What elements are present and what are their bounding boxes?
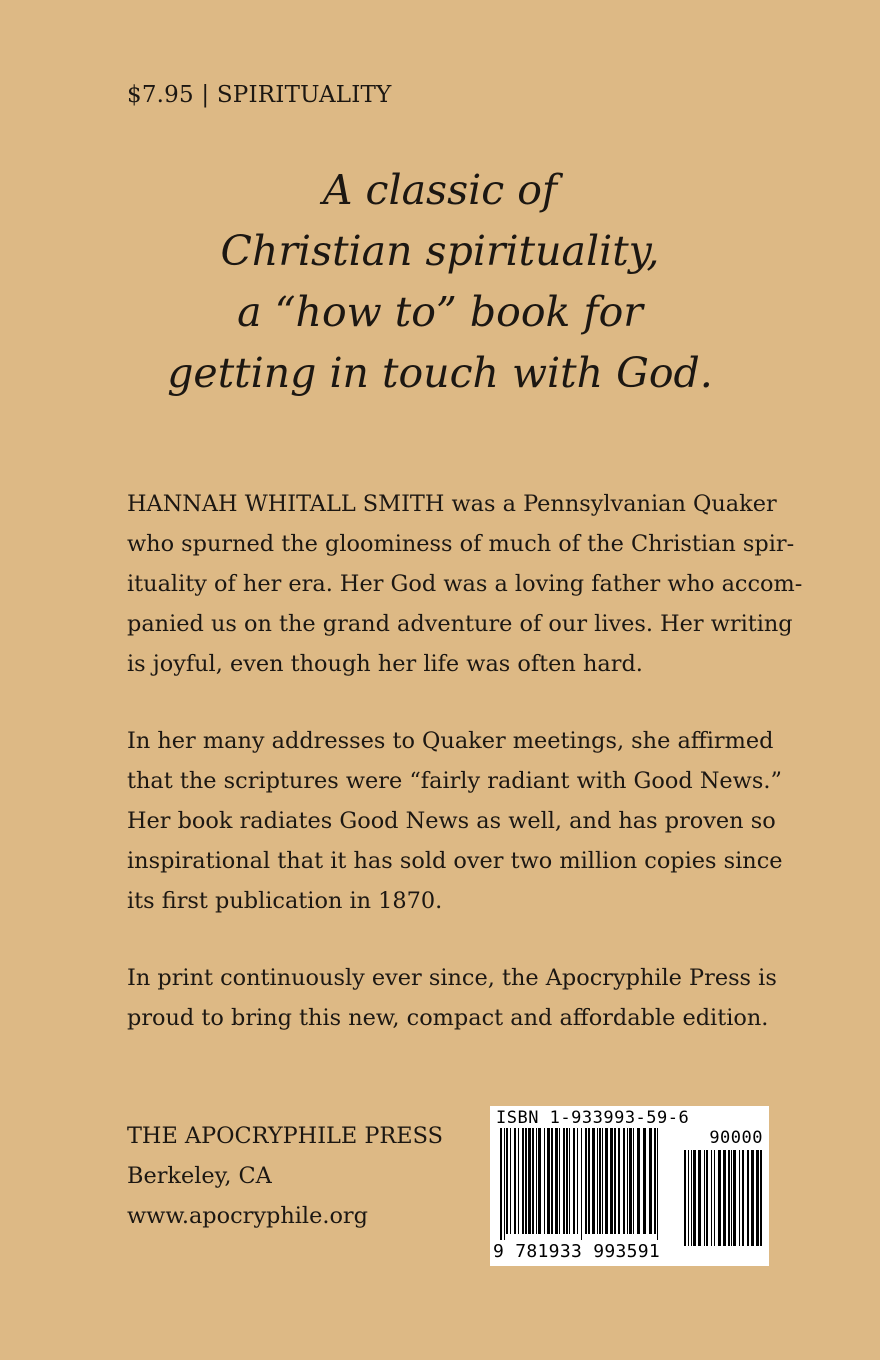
barcode-bar <box>684 1150 686 1246</box>
barcode-bar <box>723 1150 726 1246</box>
barcode-bar <box>536 1128 537 1234</box>
barcode-bar <box>747 1150 749 1246</box>
addresses-paragraph <box>127 721 783 921</box>
barcode-box <box>490 1106 769 1266</box>
barcode-bar <box>756 1150 759 1246</box>
barcode-bar <box>528 1128 531 1234</box>
publisher-website: www.apocryphile.org <box>127 1203 368 1229</box>
barcode-bar <box>559 1128 560 1234</box>
barcode-bar <box>627 1128 628 1234</box>
barcode-bar <box>706 1150 708 1246</box>
category: SPIRITUALITY <box>216 82 392 108</box>
barcode-bar <box>597 1128 598 1234</box>
barcode-bar <box>623 1128 625 1234</box>
barcode-bar <box>731 1150 732 1246</box>
tagline-line: a “how to” book for <box>237 288 643 336</box>
price-category-line <box>127 82 391 108</box>
barcode-bar <box>566 1128 568 1234</box>
barcode-bar <box>657 1128 658 1240</box>
barcode-bar <box>643 1128 646 1234</box>
addresses-line: In her many addresses to Quaker meetings, she affirmed <box>127 728 774 754</box>
print-line: In print continuously ever since, the Apocryphile Press is <box>127 965 777 991</box>
barcode-bar <box>751 1150 754 1246</box>
barcode-bar <box>538 1128 541 1234</box>
barcode-bar <box>555 1128 558 1234</box>
addresses-line: Her book radiates Good News as well, and has proven so <box>127 808 776 834</box>
tagline-line: Christian spirituality, <box>220 227 660 275</box>
bio-line: panied us on the grand adventure of our lives. Her writing <box>127 611 793 637</box>
barcode-bar <box>691 1150 692 1246</box>
barcode-bar <box>510 1128 511 1234</box>
barcode-bar <box>711 1150 712 1246</box>
barcode-bar <box>654 1128 656 1234</box>
bio-line: ituality of her era. Her God was a loving father who accom- <box>127 571 803 597</box>
barcode-bar <box>518 1128 519 1234</box>
barcode-bar <box>592 1128 595 1234</box>
barcode-bar <box>504 1128 505 1240</box>
barcode-bar <box>573 1128 575 1234</box>
barcode-bar <box>637 1128 640 1234</box>
addresses-line: its first publication in 1870. <box>127 888 443 914</box>
barcode-bar <box>588 1128 590 1234</box>
barcode-bar <box>581 1128 582 1240</box>
publisher-block <box>127 1116 443 1236</box>
separator: | <box>201 82 210 108</box>
barcode-bar <box>602 1128 603 1234</box>
barcode-bar <box>739 1150 740 1246</box>
barcode-bar <box>547 1128 550 1234</box>
barcode-bar <box>614 1128 616 1234</box>
barcode-bar <box>633 1128 634 1234</box>
price: $7.95 <box>127 82 194 108</box>
barcode-bar <box>698 1150 701 1246</box>
ean-bars <box>500 1128 658 1240</box>
bio-line: who spurned the gloominess of much of the Christian spir- <box>127 531 795 557</box>
barcode-bar <box>599 1128 601 1234</box>
barcode-bar <box>500 1128 502 1240</box>
publisher-location: Berkeley, CA <box>127 1163 272 1189</box>
barcode-bar <box>514 1128 516 1234</box>
tagline-line: A classic of <box>322 166 558 214</box>
bio-line: is joyful, even though her life was often hard. <box>127 651 643 677</box>
barcode-bar <box>532 1128 534 1234</box>
barcode-bar <box>522 1128 524 1234</box>
barcode-bar <box>610 1128 613 1234</box>
barcode-bar <box>551 1128 553 1234</box>
price-code: 90000 <box>709 1128 763 1148</box>
barcode-bar <box>718 1150 721 1246</box>
print-line: proud to bring this new, compact and affordable edition. <box>127 1005 769 1031</box>
tagline-line: getting in touch with God. <box>167 349 713 397</box>
barcode-bar <box>525 1128 527 1234</box>
barcode-bar <box>742 1150 744 1246</box>
bio-line: HANNAH WHITALL SMITH was a Pennsylvanian Quaker <box>127 491 777 517</box>
barcode-bar <box>714 1150 715 1246</box>
barcode-bar <box>585 1128 587 1234</box>
barcode-bar <box>506 1128 508 1234</box>
publisher-name: THE APOCRYPHILE PRESS <box>127 1123 443 1149</box>
tagline <box>60 160 820 404</box>
barcode-bar <box>629 1128 632 1234</box>
addon-bars <box>684 1150 762 1246</box>
barcode-bar <box>605 1128 608 1234</box>
barcode-bar <box>733 1150 736 1246</box>
barcode-bar <box>569 1128 570 1234</box>
ean-digits: 9 781933 993591 <box>493 1241 661 1262</box>
barcode-bar <box>688 1150 689 1246</box>
barcode-bar <box>544 1128 545 1234</box>
barcode-bar <box>618 1128 620 1234</box>
barcode-bar <box>693 1150 696 1246</box>
barcode-bar <box>704 1150 705 1246</box>
bio-paragraph <box>127 484 803 684</box>
addresses-line: inspirational that it has sold over two million copies since <box>127 848 783 874</box>
barcode-bar <box>760 1150 762 1246</box>
addresses-line: that the scriptures were “fairly radiant with Good News.” <box>127 768 782 794</box>
isbn-label: ISBN 1-933993-59-6 <box>496 1108 690 1128</box>
barcode-bar <box>577 1128 578 1234</box>
print-paragraph <box>127 958 777 1038</box>
barcode-bar <box>563 1128 565 1234</box>
barcode-bar <box>649 1128 652 1234</box>
barcode-bar <box>728 1150 730 1246</box>
